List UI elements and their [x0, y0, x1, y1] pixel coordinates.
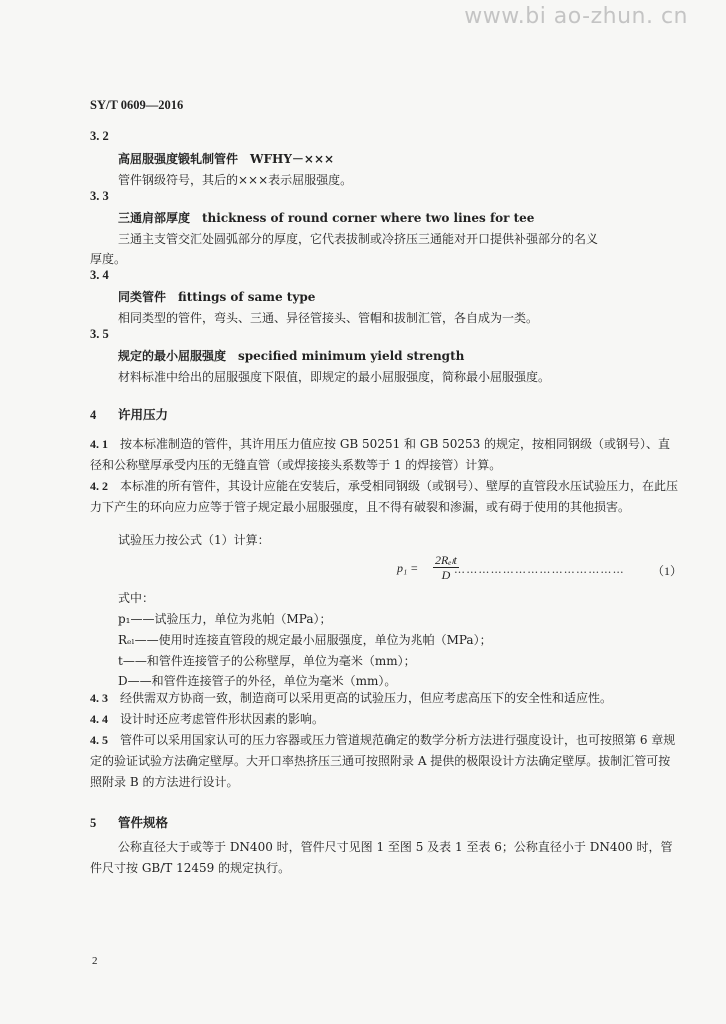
clause-4-5	[90, 730, 682, 793]
formula-numerator: 2Rₑₗt	[435, 553, 457, 567]
clause-text: 经供需双方协商一致，制造商可以采用更高的试验压力，但应考虑高压下的安全性和适应性。	[120, 691, 613, 705]
watermark: www.bi ao-zhun. cn	[464, 4, 688, 29]
clause-4-3	[90, 688, 682, 709]
clause-text: 本标准的所有管件，其设计应能在安装后，承受相同钢级（或钢号）、壁厚的直管段水压试验压力，在此压力下产生的环向应力应等于管子规定最小屈服强度，且不得有破裂和渗漏，或有碍于使用的其他损害。	[90, 479, 679, 514]
term-heading: 规定的最小屈服强度 specified minimum yield strength	[118, 349, 465, 363]
symbol-definition: t——和管件连接管子的公称壁厚，单位为毫米（mm）；	[118, 654, 416, 668]
symbol-definition: Rₑₗ——使用时连接直管段的规定最小屈服强度，单位为兆帕（MPa）；	[118, 633, 492, 647]
equation-number: （1）	[651, 564, 682, 578]
clause-number: 4. 2	[90, 479, 108, 493]
term-number: 3. 2	[90, 129, 109, 143]
term-heading: 三通肩部厚度 thickness of round corner where two lines for tee	[118, 211, 535, 225]
formula-1	[90, 553, 682, 583]
term-number: 3. 5	[90, 327, 109, 341]
formula-leader-dots: ……………………………………	[454, 563, 625, 576]
clause-4-2	[90, 476, 682, 518]
clause-number: 4. 3	[90, 691, 108, 705]
clause-4-4	[90, 709, 682, 730]
section-number: 4	[90, 408, 97, 422]
section-heading	[90, 405, 168, 423]
term-definition: 相同类型的管件，弯头、三通、异径管接头、管帽和拔制汇管，各自成为一类。	[118, 311, 539, 325]
formula-denominator: D	[441, 568, 451, 582]
symbol-definition: D——和管件连接管子的外径，单位为毫米（mm）。	[118, 674, 397, 688]
clause-number: 4. 4	[90, 712, 108, 726]
term-number: 3. 3	[90, 189, 109, 203]
symbol-definition: p₁——试验压力，单位为兆帕（MPa）；	[118, 612, 332, 626]
clause-text: 设计时还应考虑管件形状因素的影响。	[120, 712, 325, 726]
section-heading	[90, 813, 168, 831]
term-number: 3. 4	[90, 268, 109, 282]
term-definition: 材料标准中给出的屈服强度下限值，即规定的最小屈服强度，简称最小屈服强度。	[118, 370, 551, 384]
clause-text: 管件可以采用国家认可的压力容器或压力管道规范确定的数学分析方法进行强度设计，也可按照第 6 章规定的验证试验方法确定壁厚。大开口率热挤压三通可按照附录 A 提供的极限设计方法确定壁厚。拔制汇管可按照附录 B 的方法进行设计。	[90, 733, 676, 789]
term-definition: 厚度。	[90, 252, 127, 266]
section-number: 5	[90, 816, 97, 830]
clause-number: 4. 5	[90, 733, 108, 747]
formula-intro: 试验压力按公式（1）计算：	[118, 533, 270, 547]
formula-lhs: p₁ =	[397, 561, 419, 575]
term-heading: 高屈服强度锻轧制管件 WFHY－×××	[118, 152, 335, 166]
term-definition: 管件钢级符号，其后的×××表示屈服强度。	[118, 173, 353, 187]
term-heading: 同类管件 fittings of same type	[118, 290, 316, 304]
term-definition: 三通主支管交汇处圆弧部分的厚度，它代表拔制或冷挤压三通能对开口提供补强部分的名义	[118, 232, 599, 246]
section-title: 管件规格	[118, 815, 169, 830]
section-5-body: 公称直径大于或等于 DN400 时，管件尺寸见图 1 至图 5 及表 1 至表 6；公称直径小于 DN400 时，管件尺寸按 GB/T 12459 的规定执行。	[90, 840, 673, 875]
section-title: 许用压力	[118, 407, 169, 422]
clause-4-1	[90, 434, 682, 476]
document-code: SY/T 0609—2016	[90, 98, 184, 112]
page-number: 2	[92, 955, 98, 967]
where-label: 式中：	[118, 591, 155, 605]
clause-number: 4. 1	[90, 437, 108, 451]
clause-text: 按本标准制造的管件，其许用压力值应按 GB 50251 和 GB 50253 的规定，按相同钢级（或钢号）、直径和公称壁厚承受内压的无缝直管（或焊接接头系数等于 1 的焊接管）计算。	[90, 437, 671, 472]
